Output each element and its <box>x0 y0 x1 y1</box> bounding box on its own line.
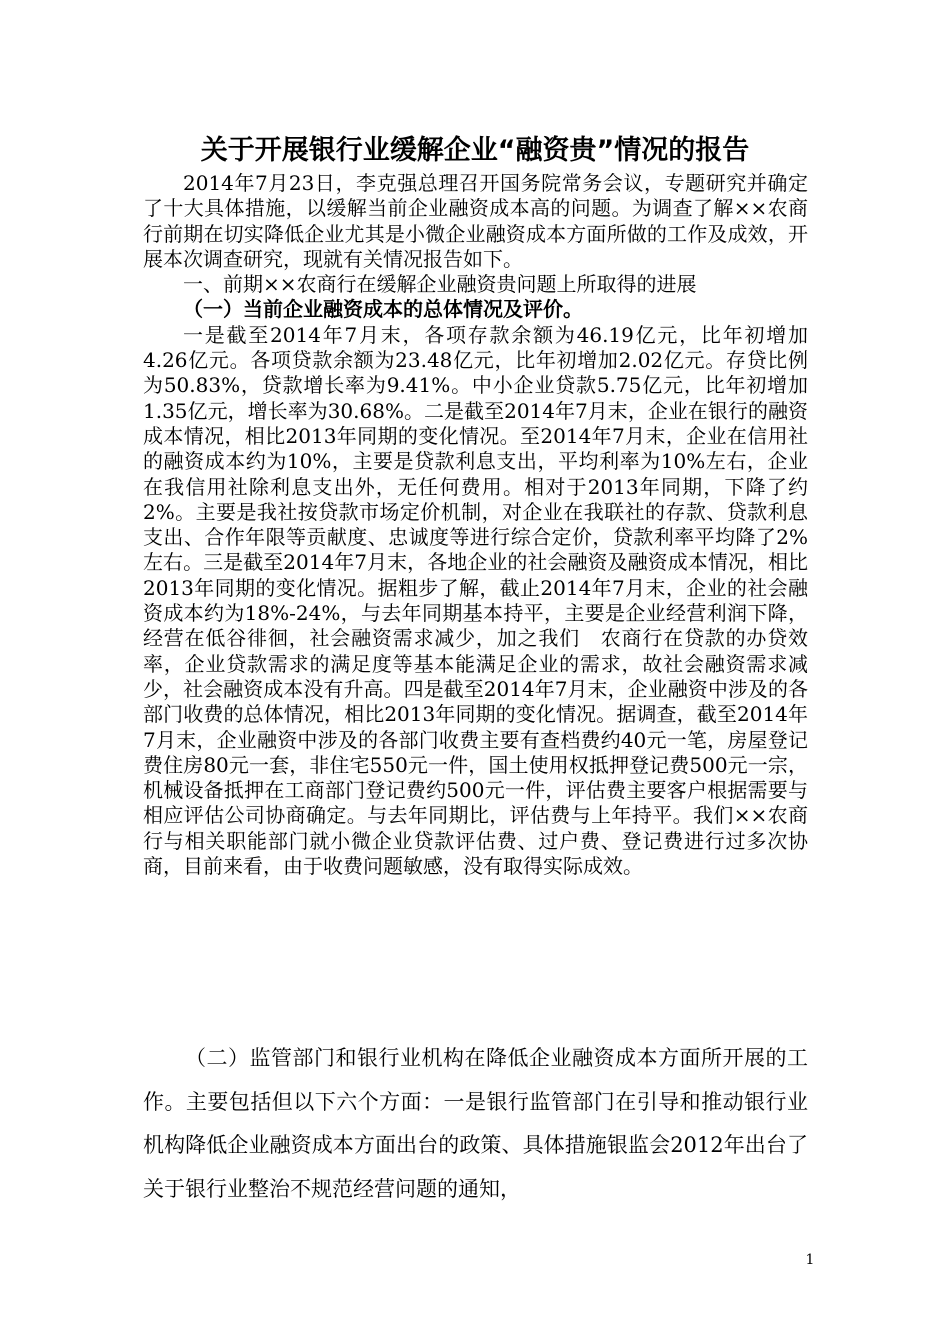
body-block-wide-spaced <box>143 1037 808 1211</box>
body-block-single-spaced <box>143 171 808 879</box>
subsection-heading: （一）当前企业融资成本的总体情况及评价。 <box>183 297 583 322</box>
section-heading: 一、前期××农商行在缓解企业融资贵问题上所取得的进展 <box>183 272 697 297</box>
subsection2-paragraph: （二）监管部门和银行业机构在降低企业融资成本方面所开展的工作。主要包括但以下六个方面：一是银行监管部门在引导和推动银行业机构降低企业融资成本方面出台的政策、具体措施银监会2012年出台了关于银行业整治不规范经营问题的通知， <box>143 1046 808 1201</box>
document-title: 关于开展银行业缓解企业“融资贵”情况的报告 <box>200 135 750 166</box>
page-number: 1 <box>805 1252 815 1268</box>
intro-paragraph: 2014年7月23日，李克强总理召开国务院常务会议，专题研究并确定了十大具体措施，以缓解当前企业融资成本高的问题。为调查了解××农商行前期在切实降低企业尤其是小微企业融资成本方面所做的工作及成效，开展本次调查研究，现就有关情况报告如下。 <box>143 171 808 271</box>
subsection-body-paragraph: 一是截至2014年7月末，各项存款余额为46.19亿元，比年初增加4.26亿元。各项贷款余额为23.48亿元，比年初增加2.02亿元。存贷比例为50.83%，贷款增长率为9.41%。中小企业贷款5.75亿元，比年初增加1.35亿元，增长率为30.68%。二是截至2014年7月末，企业在银行的融资成本情况，相比2013年同期的变化情况。至2014年7月末，企业在信用社的融资成本约为10%，主要是贷款利息支出，平均利率为10%左右，企业在我信用社除利息支出外，无任何费用。相对于2013年同期，下降了约2%。主要是我社按贷款市场定价机制，对企业在我联社的存款、贷款利息支出、合作年限等贡献度、忠诚度等进行综合定价，贷款利率平均降了2%左右。三是截至2014年7月末，各地企业的社会融资及融资成本情况，相比2013年同期的变化情况。据粗步了解，截止2014年7月末，企业的社会融资成本约为18%-24%，与去年同期基本持平，主要是企业经营利润下降，经营在低谷徘徊，社会融资需求减少，加之我们 农商行在贷款的办贷效率，企业贷款需求的满足度等基本能满足企业的需求，故社会融资需求减少，社会融资成本没有升高。四是截至2014年7月末，企业融资中涉及的各部门收费的总体情况，相比2013年同期的变化情况。据调查，截至2014年7月末，企业融资中涉及的各部门收费主要有查档费约40元一笔，房屋登记费住房80元一套，非住宅550元一件，国土使用权抵押登记费500元一宗，机械设备抵押在工商部门登记费约500元一件，评估费主要客户根据需要与相应评估公司协商确定。与去年同期比，评估费与上年持平。我们××农商行与相关职能部门就小微企业贷款评估费、过户费、登记费进行过多次协商，目前来看，由于收费问题敏感，没有取得实际成效。 <box>143 322 808 879</box>
